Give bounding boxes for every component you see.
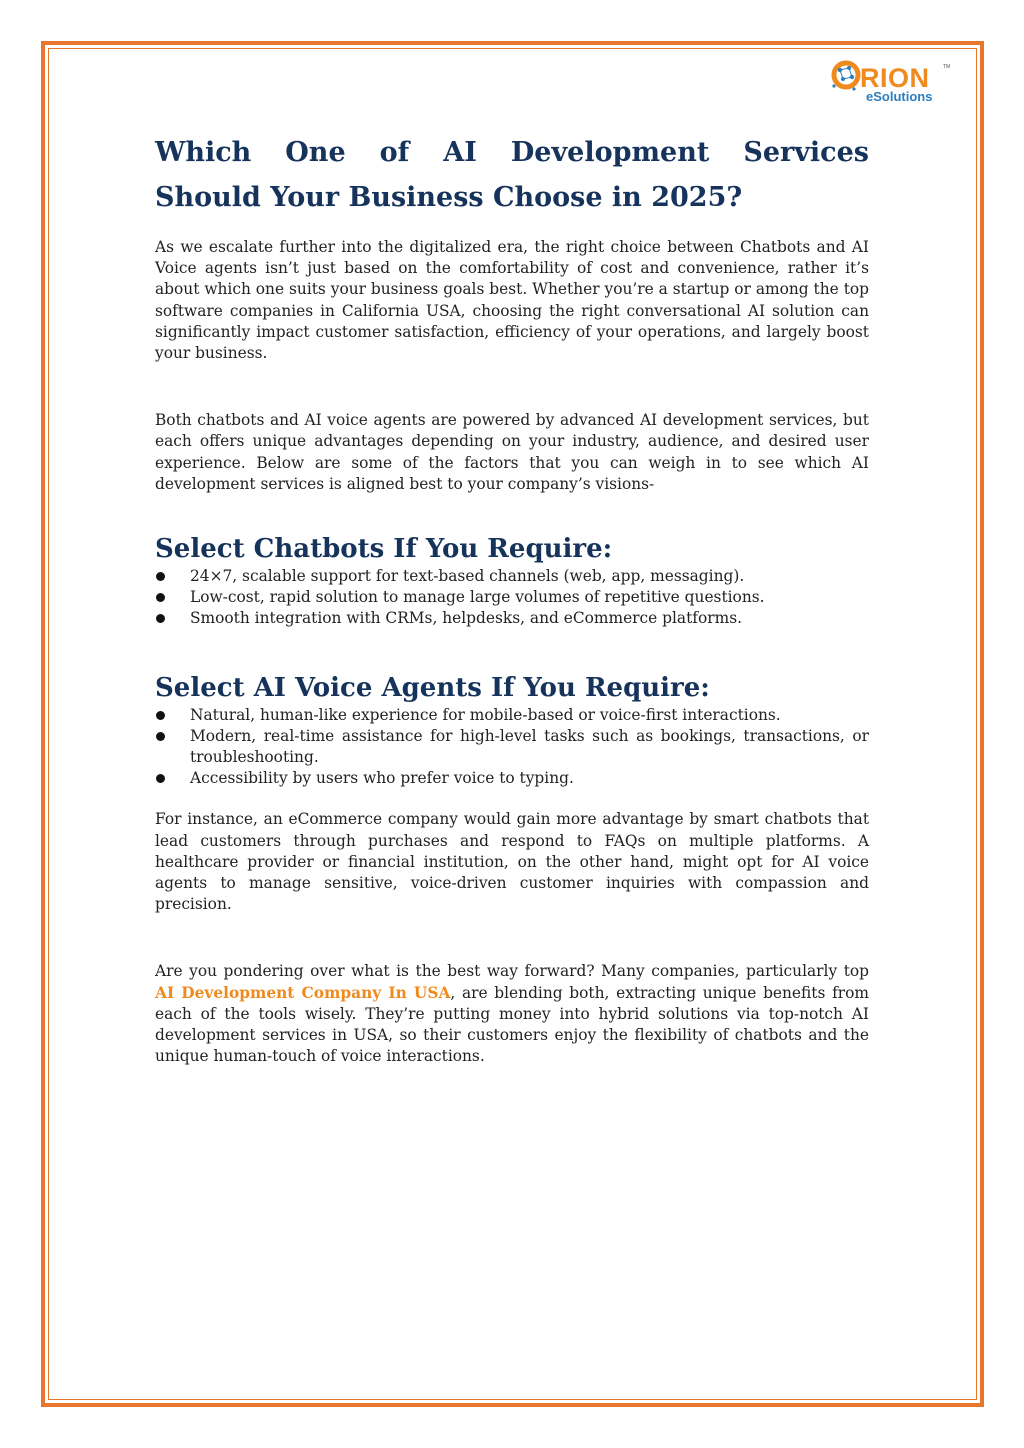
document-content [155,130,869,1067]
list-item: Low-cost, rapid solution to manage large volumes of repetitive questions. [155,587,869,608]
voice-agents-heading: Select AI Voice Agents If You Require: [155,672,710,703]
page-title-line-2: Should Your Business Choose in 2025? [155,182,743,213]
list-item: Smooth integration with CRMs, helpdesks, and eCommerce platforms. [155,608,869,629]
voice-agents-list [155,705,869,790]
closing-paragraph-2: Are you pondering over what is the best way forward? Many companies, particularly top AI Development Company In USA, are blending both, extracting unique benefits from each of the tools wisely. They’re putting money into hybrid solutions via top-notch AI development services in USA, so their customers enjoy the flexibility of chatbots and the unique human-touch of voice interactions. [155,962,869,1066]
bullet-icon [156,774,165,783]
page-title-line-1: Which One of AI Development Services [155,137,869,168]
svg-text:eSolutions: eSolutions [866,89,933,104]
bullet-icon [156,732,165,741]
list-item: Modern, real-time assistance for high-level tasks such as bookings, transactions, or troubleshooting. [155,726,869,768]
intro-paragraph-2: Both chatbots and AI voice agents are powered by advanced AI development services, but each offers unique advantages depending on your industry, audience, and desired user experience. Below are some of the factors that you can weigh in to see which AI development services is aligned best to your company’s visions- [155,411,869,493]
bullet-icon [156,593,165,602]
list-item: Accessibility by users who prefer voice to typing. [155,768,869,789]
list-item: 24×7, scalable support for text-based channels (web, app, messaging). [155,566,869,587]
bullet-icon [156,711,165,720]
orion-esolutions-logo [830,58,962,106]
chatbots-list [155,566,869,630]
svg-text:RION: RION [860,63,930,93]
list-item: Natural, human-like experience for mobile-based or voice-first interactions. [155,705,869,726]
orion-logo-graphic [830,58,962,106]
bullet-icon [156,572,165,581]
bullet-icon [156,614,165,623]
svg-text:TM: TM [943,64,951,70]
ai-development-company-link[interactable]: AI Development Company In USA [155,983,451,1002]
intro-paragraph-1: As we escalate further into the digitalized era, the right choice between Chatbots and AI Voice agents isn’t just based on the comfortability of cost and convenience, rather it’s about which one suits your business goals best. Whether you’re a startup or among the top software companies in California USA, choosing the right conversational AI solution can significantly impact customer satisfaction, efficiency of your operations, and largely boost your business. [155,238,869,363]
closing-paragraph-1: For instance, an eCommerce company would gain more advantage by smart chatbots that lead customers through purchases and respond to FAQs on multiple platforms. A healthcare provider or financial institution, on the other hand, might opt for AI voice agents to manage sensitive, voice-driven customer inquiries with compassion and precision. [155,810,869,914]
chatbots-heading: Select Chatbots If You Require: [155,534,613,565]
page-title [155,130,869,220]
